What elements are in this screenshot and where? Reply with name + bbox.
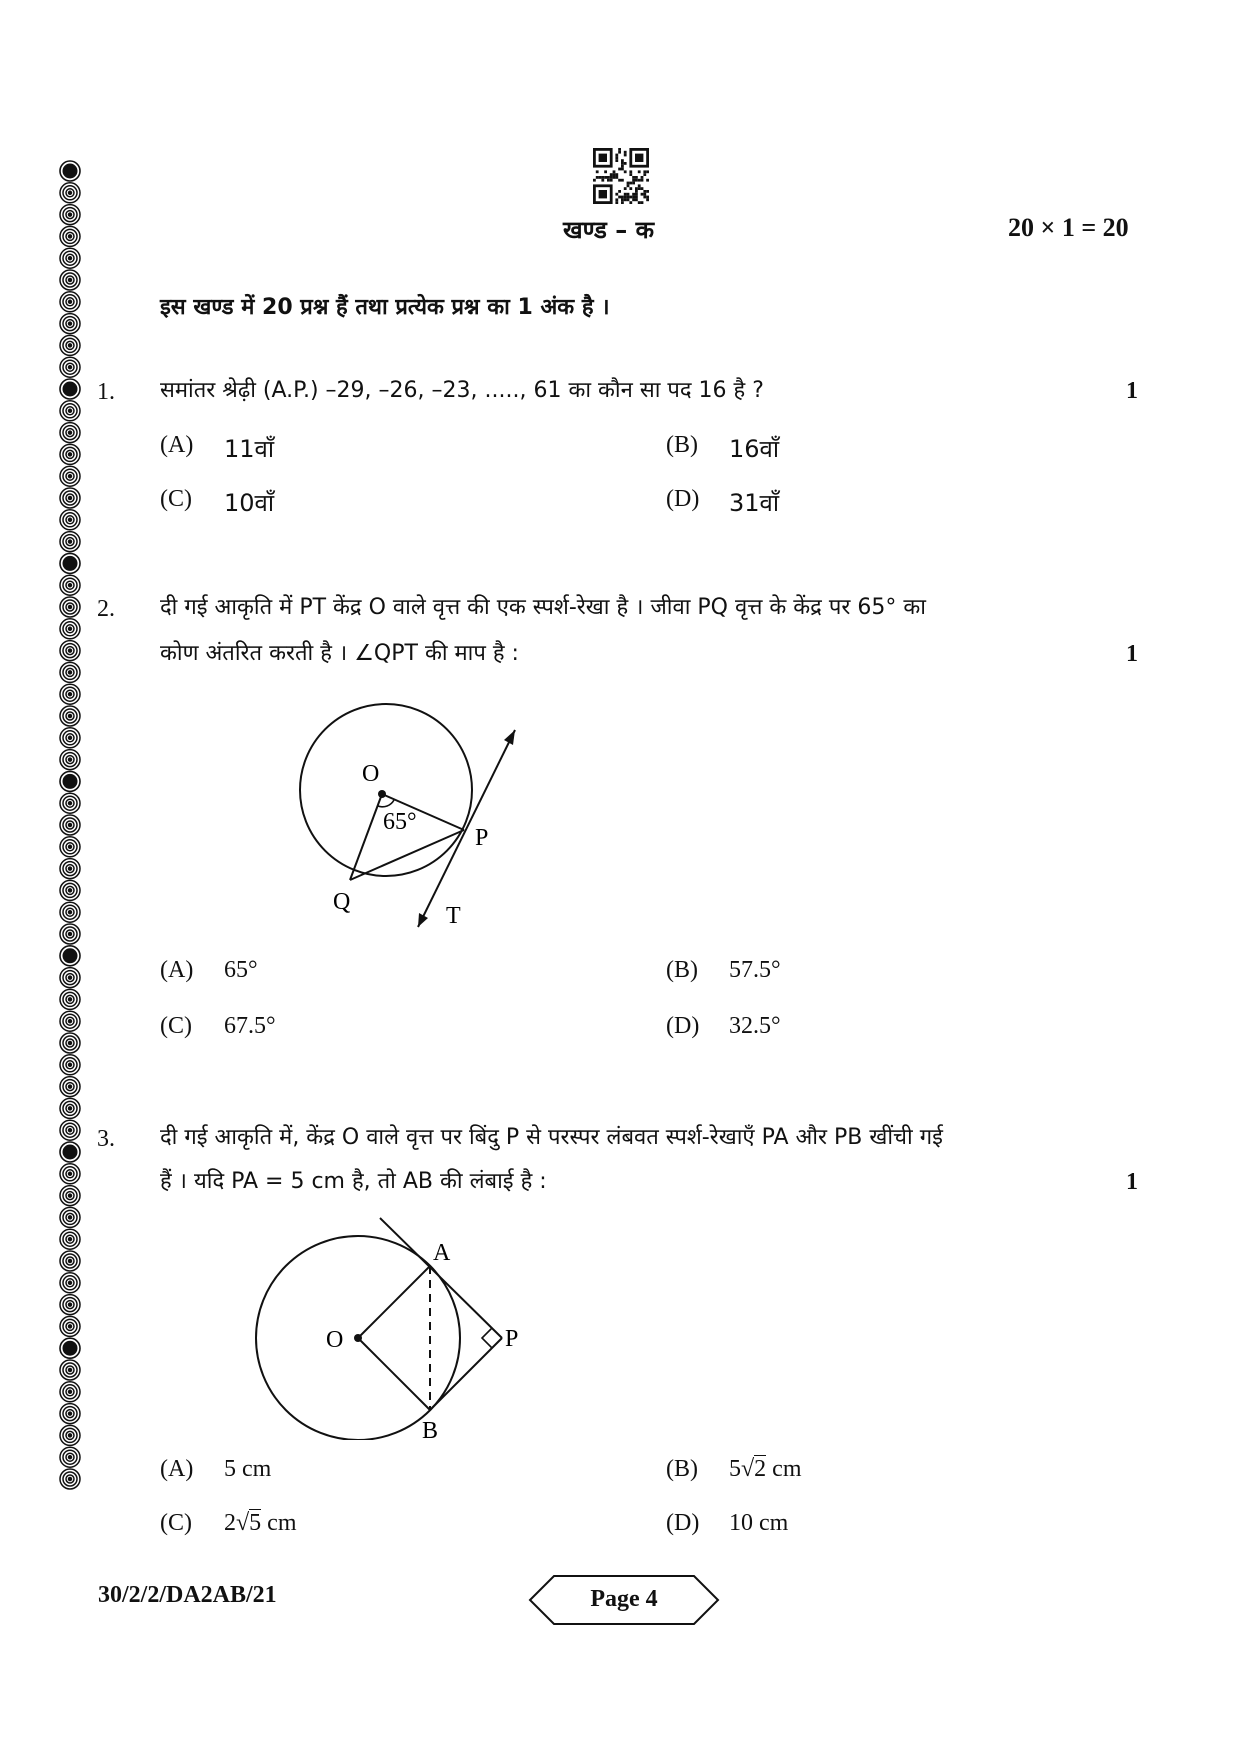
radical-coefficient: 5 xyxy=(729,1456,741,1482)
option-value: 32.5° xyxy=(729,1013,781,1039)
option-label: (A) xyxy=(160,1456,194,1482)
margin-circle xyxy=(60,880,80,900)
option-label: (B) xyxy=(666,1456,698,1482)
margin-circle xyxy=(60,1404,80,1424)
question-marks: 1 xyxy=(1126,378,1138,404)
option-label: (D) xyxy=(666,1510,700,1536)
question-marks: 1 xyxy=(1126,641,1138,667)
label-t: T xyxy=(446,903,461,929)
margin-circle xyxy=(60,902,80,922)
margin-circle xyxy=(60,1055,80,1075)
margin-circle xyxy=(60,1011,80,1031)
circle-tangent-figure xyxy=(270,700,530,930)
margin-circle xyxy=(60,859,80,879)
option-value: 31वाँ xyxy=(729,489,780,517)
margin-circle xyxy=(60,357,80,377)
option-label: (B) xyxy=(666,957,698,983)
margin-circle xyxy=(60,1033,80,1053)
margin-circle xyxy=(60,750,80,770)
option-label: (D) xyxy=(666,1013,700,1039)
margin-circle xyxy=(60,314,80,334)
margin-circle xyxy=(60,466,80,486)
margin-circle xyxy=(60,226,80,246)
question-number: 3. xyxy=(97,1126,115,1152)
option-label: (C) xyxy=(160,1510,192,1536)
margin-circle xyxy=(60,1186,80,1206)
section-instruction: इस खण्ड में 20 प्रश्न हैं तथा प्रत्येक प्रश्न का 1 अंक है । xyxy=(160,295,610,320)
unit: cm xyxy=(267,1510,297,1536)
option-value: 16वाँ xyxy=(729,435,780,463)
margin-circle xyxy=(60,161,80,181)
margin-circle xyxy=(60,248,80,268)
question-number: 2. xyxy=(97,596,115,622)
page-number: Page 4 xyxy=(590,1586,658,1612)
label-a: A xyxy=(433,1240,451,1266)
margin-circle xyxy=(60,728,80,748)
option-label: (C) xyxy=(160,1013,192,1039)
angle-label: 65° xyxy=(383,809,417,835)
margin-circle xyxy=(60,924,80,944)
question-text: समांतर श्रेढ़ी (A.P.) –29, –26, –23, ....., 61 का कौन सा पद 16 है ? xyxy=(160,378,764,403)
option-value-radical: 2√5 cm xyxy=(224,1510,297,1536)
option-value: 11वाँ xyxy=(224,435,275,463)
question-text-line1: दी गई आकृति में, केंद्र O वाले वृत्त पर बिंदु P से परस्पर लंबवत स्पर्श-रेखाएँ PA और PB खींची गई xyxy=(160,1125,943,1150)
section-title: खण्ड – क xyxy=(563,216,655,244)
margin-circles xyxy=(50,160,90,1510)
margin-circle xyxy=(60,989,80,1009)
radicand: 5 xyxy=(249,1510,262,1536)
margin-circle xyxy=(60,1382,80,1402)
margin-circle xyxy=(60,1360,80,1380)
margin-circle xyxy=(60,1251,80,1271)
perpendicular-tangents-figure xyxy=(250,1210,540,1440)
margin-circle xyxy=(60,968,80,988)
margin-circle xyxy=(60,793,80,813)
margin-circle xyxy=(60,1447,80,1467)
label-o: O xyxy=(362,761,380,787)
margin-circle xyxy=(60,553,80,573)
option-label: (B) xyxy=(666,432,698,458)
option-label: (D) xyxy=(666,486,700,512)
question-text-line2: कोण अंतरित करती है । ∠QPT की माप है : xyxy=(160,641,519,666)
margin-circle xyxy=(60,1120,80,1140)
option-value: 10 cm xyxy=(729,1510,789,1536)
label-b: B xyxy=(422,1418,439,1440)
option-value: 10वाँ xyxy=(224,489,275,517)
margin-circle xyxy=(60,292,80,312)
margin-circle xyxy=(60,575,80,595)
margin-circle xyxy=(60,532,80,552)
margin-circle xyxy=(60,423,80,443)
option-value-radical: 5√2 cm xyxy=(729,1456,802,1482)
option-label: (C) xyxy=(160,486,192,512)
margin-circle xyxy=(60,837,80,857)
option-value: 5 cm xyxy=(224,1456,272,1482)
margin-circle xyxy=(60,1077,80,1097)
margin-circle xyxy=(60,619,80,639)
radicand: 2 xyxy=(754,1456,767,1482)
margin-circle xyxy=(60,510,80,530)
margin-circle xyxy=(60,771,80,791)
label-o: O xyxy=(326,1327,344,1353)
margin-circle xyxy=(60,1229,80,1249)
margin-circle xyxy=(60,1142,80,1162)
question-number: 1. xyxy=(97,379,115,405)
margin-circle xyxy=(60,401,80,421)
label-p: P xyxy=(475,825,489,851)
question-marks: 1 xyxy=(1126,1169,1138,1195)
margin-circle xyxy=(60,1098,80,1118)
margin-circle xyxy=(60,662,80,682)
margin-circle xyxy=(60,1338,80,1358)
unit: cm xyxy=(772,1456,802,1482)
margin-circle xyxy=(60,1316,80,1336)
paper-code: 30/2/2/DA2AB/21 xyxy=(98,1582,277,1608)
question-text-line1: दी गई आकृति में PT केंद्र O वाले वृत्त की एक स्पर्श-रेखा है । जीवा PQ वृत्त के केंद्र पर 65° का xyxy=(160,595,926,620)
question-text-line2: हैं । यदि PA = 5 cm है, तो AB की लंबाई है : xyxy=(160,1169,547,1194)
option-value: 57.5° xyxy=(729,957,781,983)
margin-circle xyxy=(60,444,80,464)
radical-coefficient: 2 xyxy=(224,1510,236,1536)
margin-circle xyxy=(60,1164,80,1184)
marks-formula: 20 × 1 = 20 xyxy=(1008,213,1129,242)
margin-circle xyxy=(60,1207,80,1227)
margin-circle xyxy=(60,205,80,225)
margin-circle xyxy=(60,1295,80,1315)
margin-circle xyxy=(60,1425,80,1445)
margin-circle xyxy=(60,706,80,726)
margin-circle xyxy=(60,1273,80,1293)
option-label: (A) xyxy=(160,957,194,983)
label-q: Q xyxy=(333,889,351,915)
margin-circle xyxy=(60,1469,80,1489)
margin-circle xyxy=(60,684,80,704)
margin-circle xyxy=(60,597,80,617)
margin-circle xyxy=(60,641,80,661)
margin-circle xyxy=(60,946,80,966)
option-value: 65° xyxy=(224,957,258,983)
margin-circle xyxy=(60,270,80,290)
option-label: (A) xyxy=(160,432,194,458)
margin-circle xyxy=(60,379,80,399)
margin-circle xyxy=(60,183,80,203)
qr-code xyxy=(593,148,649,206)
option-value: 67.5° xyxy=(224,1013,276,1039)
margin-circle xyxy=(60,335,80,355)
label-p: P xyxy=(505,1326,519,1352)
margin-circle xyxy=(60,488,80,508)
margin-circle xyxy=(60,815,80,835)
